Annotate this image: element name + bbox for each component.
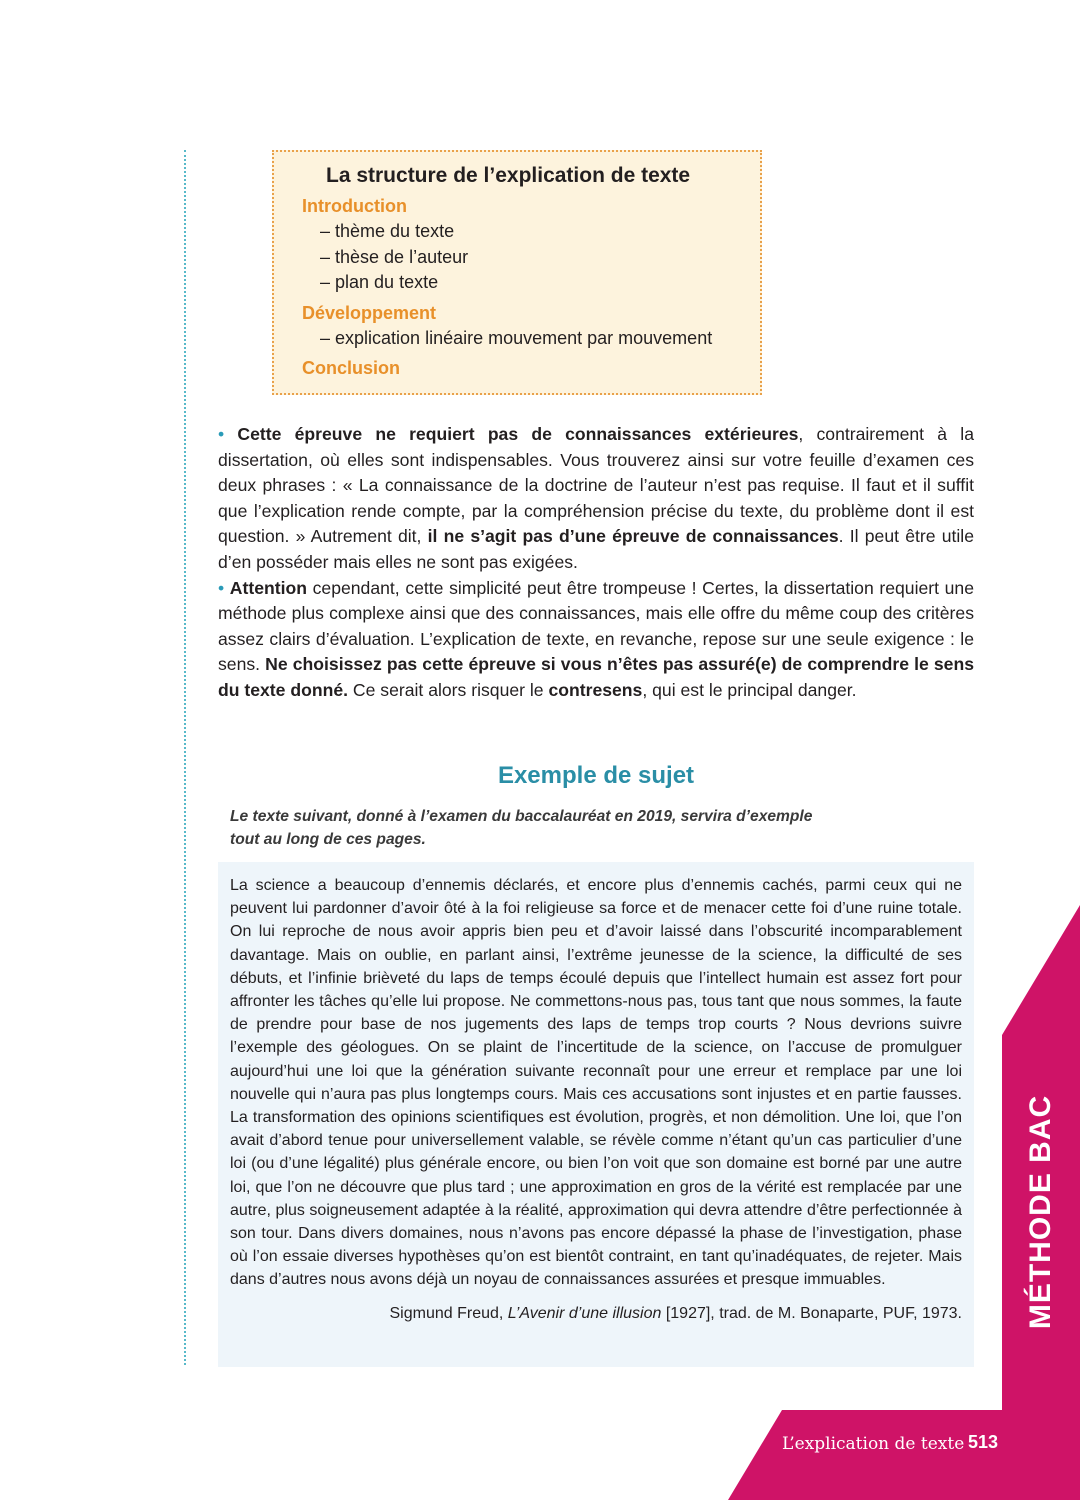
- margin-dotted-line: [184, 150, 186, 1365]
- bullet-icon: •: [218, 424, 225, 444]
- quote-source: [230, 1302, 962, 1325]
- bold-phrase: Ne choisissez pas cette épreuve si vous n’êtes pas assuré(e) de comprendre le sens du texte donné.: [218, 654, 974, 700]
- bold-phrase: Attention: [229, 577, 307, 598]
- list-item: – thèse de l’auteur: [320, 246, 469, 267]
- list-item: – thème du texte: [320, 221, 455, 241]
- section-heading-developpement: Développement: [302, 302, 437, 323]
- text-run: , contrairement à la dissertation, où elles sont indispensables. Vous trouverez ainsi sur votre feuille d’examen ces deux phrases : « La connaissance de la doctrine de l’auteur n’est pas requise. Il faut et il suffit que l’explication rende compte, par la compréhension précise du texte, du problème dont il est question. » Autrement dit,: [218, 424, 974, 547]
- list-item: – explication linéaire mouvement par mouvement: [320, 327, 713, 348]
- list-item: – plan du texte: [320, 272, 439, 292]
- source-details: [1927], trad. de M. Bonaparte, PUF, 1973.: [661, 1304, 962, 1322]
- section-heading-conclusion: Conclusion: [302, 358, 400, 378]
- side-tab-label: MÉTHODE BAC: [1024, 1094, 1057, 1330]
- text-run: . Il peut être utile d’en posséder mais elles ne sont pas exigées.: [218, 526, 974, 572]
- footer-tab: [728, 1410, 1080, 1500]
- structure-box: [272, 150, 762, 395]
- bold-phrase: contresens: [548, 679, 643, 700]
- bullet-icon: •: [218, 577, 225, 598]
- example-intro: Le texte suivant, donné à l’examen du baccalauréat en 2019, servira d’exemple tout au long de ces pages.: [230, 808, 813, 848]
- page-number: 513: [968, 1432, 999, 1452]
- body-text: [218, 422, 974, 704]
- bold-phrase: il ne s’agit pas d’une épreuve de connaissances: [427, 526, 839, 547]
- source-author: Sigmund Freud,: [389, 1304, 508, 1322]
- source-title: L’Avenir d’une illusion: [507, 1304, 662, 1322]
- quote-box: [218, 862, 974, 1367]
- text-run: Ce serait alors risquer le: [348, 679, 549, 700]
- text-run: cependant, cette simplicité peut être trompeuse ! Certes, la dissertation requiert une méthode plus complexe ainsi que des connaissances, mais elle offre du même coup des critères assez clairs d’évaluation. L’explication de texte, en revanche, repose sur une seule exigence : le sens.: [218, 577, 974, 675]
- footer-chapter-title: L’explication de texte: [782, 1434, 965, 1454]
- paragraph-attention: [218, 576, 974, 704]
- section-heading-introduction: Introduction: [302, 196, 407, 216]
- structure-box-title: La structure de l’explication de texte: [326, 164, 691, 187]
- quote-text: La science a beaucoup d’ennemis déclarés, et encore plus d’ennemis cachés, parmi ceux qui ne peuvent lui pardonner d’avoir ôté à la foi religieuse sa force et de menacer cette foi d’une ruine totale. On lui reproche de nous avoir appris bien peu et d’avoir laissé dans l’obscurité incomparablement davantage. Mais on oublie, en parlant ainsi, l’extrême jeunesse de la science, la difficulté de ses débuts, et l’infinie brièveté du laps de temps écoulé depuis que l’intellect humain est assez fort pour affronter les tâches qu’elle lui propose. Ne commettons-nous pas, tous tant que nous sommes, la faute de prendre pour base de nos jugements des laps de temps trop courts ? Nous devrions suivre l’exemple des géologues. On se plaint de l’incertitude de la science, on l’accuse de promulguer aujourd’hui une loi que la génération suivante reconnaît pour une erreur et remplace par une loi nouvelle qui n’aura pas plus longtemps cours. Mais ces accusations sont injustes et en partie fausses. La transformation des opinions scientifiques est évolution, progrès, et non démolition. Une loi, que l’on avait d’abord tenue pour universellement valable, se révèle comme n’étant qu’un cas particulier d’une loi (ou d’une légalité) plus générale encore, ou bien l’on voit que son domaine est borné par une autre loi, que l’on ne découvre que plus tard ; une approximation en gros de la vérité est remplacée par une autre, plus soigneusement adaptée à la réalité, approximation qui devra attendre d’être perfectionnée à son tour. Dans divers domaines, nous n’avons pas encore dépassé la phase de l’investigation, phase où l’on essaie diverses hypothèses qu’on est bientôt contraint, en tant qu’inadéquates, de rejeter. Mais dans d’autres nous avons déjà un noyau de connaissances assurées et presque immuables.: [230, 877, 962, 1289]
- text-run: , qui est le principal danger.: [642, 679, 857, 700]
- paragraph-connaissances: [218, 422, 974, 576]
- bold-phrase: Cette épreuve ne requiert pas de connaissances extérieures: [237, 424, 799, 444]
- example-title: Exemple de sujet: [497, 762, 695, 789]
